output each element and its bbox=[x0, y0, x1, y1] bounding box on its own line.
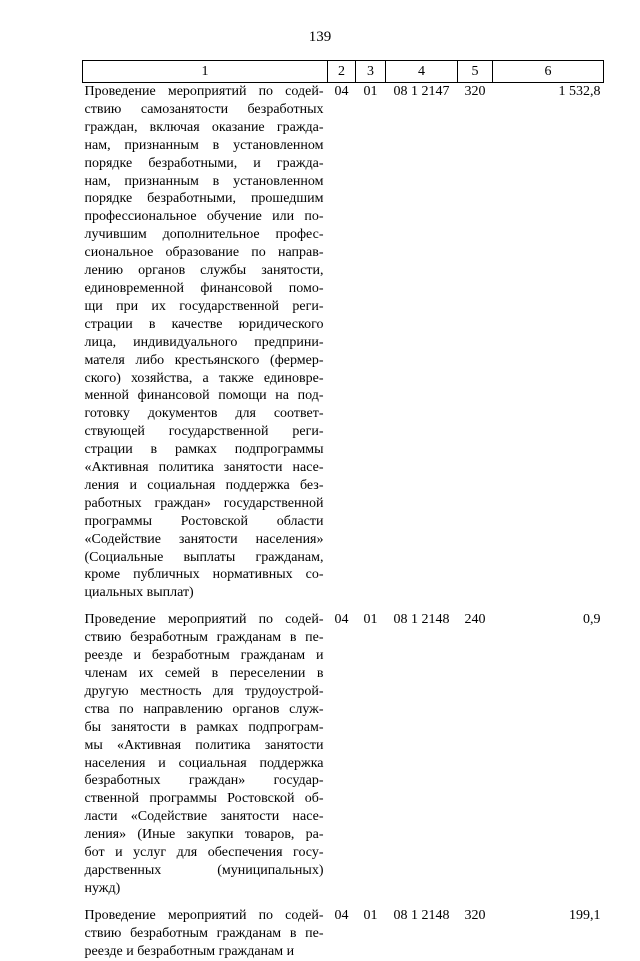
column-header: 3 bbox=[356, 61, 386, 83]
expense-type-cell: 320 bbox=[464, 84, 486, 99]
column-header: 5 bbox=[458, 61, 493, 83]
item-name-line: членам их семей в переселении в bbox=[84, 666, 324, 681]
item-name-line: ствию самозанятости безработных bbox=[84, 101, 324, 117]
subsection-code-cell: 01 bbox=[363, 907, 378, 923]
item-name-line: безработных граждан» государ- bbox=[84, 773, 324, 789]
section-code-cell: 04 bbox=[334, 907, 349, 923]
row-spacer bbox=[83, 898, 604, 907]
row-spacer-cell bbox=[83, 602, 604, 611]
item-name-line: профессиональное обучение или по- bbox=[84, 209, 324, 225]
item-name-line: реезде и безработным гражданам и bbox=[84, 943, 295, 959]
item-name-line: работных граждан» государственной bbox=[84, 495, 324, 511]
item-name-line: населения и социальная поддержка bbox=[84, 755, 324, 771]
expense-type-cell: 240 bbox=[464, 612, 486, 628]
item-name-line: нам, признанным в установленном bbox=[84, 173, 324, 189]
item-name-cell bbox=[83, 611, 328, 898]
item-name-line: программы Ростовской области bbox=[84, 513, 324, 529]
table-row bbox=[83, 907, 604, 961]
budget-table bbox=[82, 60, 604, 961]
item-name-line: щи при их государственной реги- bbox=[84, 298, 324, 314]
target-article-cell: 08 1 2148 bbox=[393, 907, 450, 923]
item-name-line: нужд) bbox=[84, 880, 121, 896]
item-name-line: лица, индивидуального предприни- bbox=[84, 334, 324, 350]
item-name-line: Проведение мероприятий по содей- bbox=[84, 907, 324, 923]
item-name-line: ления» (Иные закупки товаров, ра- bbox=[84, 827, 324, 843]
item-name-line: Проведение мероприятий по содей- bbox=[84, 612, 324, 628]
item-name-line: граждан, включая оказание гражда- bbox=[84, 119, 324, 135]
item-name-line: ствию безработным гражданам в пе- bbox=[84, 630, 324, 646]
item-name-line: ственной программы Ростовской об- bbox=[84, 791, 324, 807]
target-article-cell: 08 1 2148 bbox=[393, 612, 450, 628]
item-name-line: ства по направлению органов служ- bbox=[84, 701, 324, 717]
amount-cell: 1 532,8 bbox=[558, 84, 601, 99]
item-name-line: мы «Активная политика занятости bbox=[84, 737, 324, 753]
page-number: 139 bbox=[308, 29, 332, 45]
column-header: 4 bbox=[386, 61, 458, 83]
item-name-line: страции в качестве юридического bbox=[84, 316, 324, 332]
item-name-line: сиональное образование по направ- bbox=[84, 245, 324, 261]
item-name-line: ского) хозяйства, а также единовре- bbox=[84, 370, 324, 386]
item-name-line: ствующей государственной реги- bbox=[84, 424, 324, 440]
item-name-line: готовку документов для соответ- bbox=[84, 406, 324, 422]
item-name-line: порядке безработными, и гражда- bbox=[84, 155, 324, 171]
item-name-line: единовременной финансовой помо- bbox=[84, 280, 324, 296]
column-header: 1 bbox=[83, 61, 328, 83]
amount-cell: 199,1 bbox=[569, 907, 601, 923]
item-name-line: порядке безработными, прошедшим bbox=[84, 191, 324, 207]
target-article-cell: 08 1 2147 bbox=[393, 84, 450, 99]
amount-cell: 0,9 bbox=[583, 612, 601, 628]
table-row bbox=[83, 611, 604, 898]
item-name-line: «Содействие занятости населения» bbox=[84, 531, 324, 547]
section-code-cell: 04 bbox=[334, 612, 349, 628]
item-name-line: «Активная политика занятости насе- bbox=[84, 460, 324, 476]
table-body bbox=[83, 83, 604, 961]
item-name-line: бот и услуг для обеспечения госу- bbox=[84, 845, 324, 861]
row-spacer-cell bbox=[83, 898, 604, 907]
item-name-line: Проведение мероприятий по содей- bbox=[84, 84, 324, 99]
column-header: 6 bbox=[493, 61, 604, 83]
item-name-line: ления и социальная поддержка без- bbox=[84, 477, 324, 493]
item-name-line: менной финансовой помощи на под- bbox=[84, 388, 324, 404]
item-name-line: страции в рамках подпрограммы bbox=[84, 442, 324, 458]
item-name-line: другую местность для трудоустрой- bbox=[84, 683, 324, 699]
subsection-code-cell: 01 bbox=[363, 612, 378, 628]
item-name-line: мателя либо крестьянского (фермер- bbox=[84, 352, 324, 368]
item-name-cell bbox=[83, 907, 328, 961]
item-name-line: дарственных (муниципальных) bbox=[84, 862, 324, 878]
item-name-line: реезде и безработным гражданам и bbox=[84, 648, 324, 664]
subsection-code-cell: 01 bbox=[363, 84, 378, 99]
item-name-line: лучившим дополнительное профес- bbox=[84, 227, 324, 243]
table-row bbox=[83, 83, 604, 603]
column-header: 2 bbox=[328, 61, 356, 83]
row-spacer bbox=[83, 602, 604, 611]
item-name-line: ствию безработным гражданам в пе- bbox=[84, 925, 324, 941]
item-name-line: бы занятости в рамках подпрограм- bbox=[84, 719, 324, 735]
item-name-line: циальных выплат) bbox=[84, 585, 194, 601]
expense-type-cell: 320 bbox=[464, 907, 486, 923]
item-name-cell bbox=[83, 83, 328, 603]
item-name-line: кроме публичных нормативных со- bbox=[84, 567, 324, 583]
item-name-line: лению органов службы занятости, bbox=[84, 263, 324, 279]
section-code-cell: 04 bbox=[334, 84, 349, 99]
item-name-line: нам, признанным в установленном bbox=[84, 137, 324, 153]
item-name-line: ласти «Содействие занятости насе- bbox=[84, 809, 324, 825]
table-header-row bbox=[83, 61, 604, 83]
item-name-line: (Социальные выплаты гражданам, bbox=[84, 549, 324, 565]
